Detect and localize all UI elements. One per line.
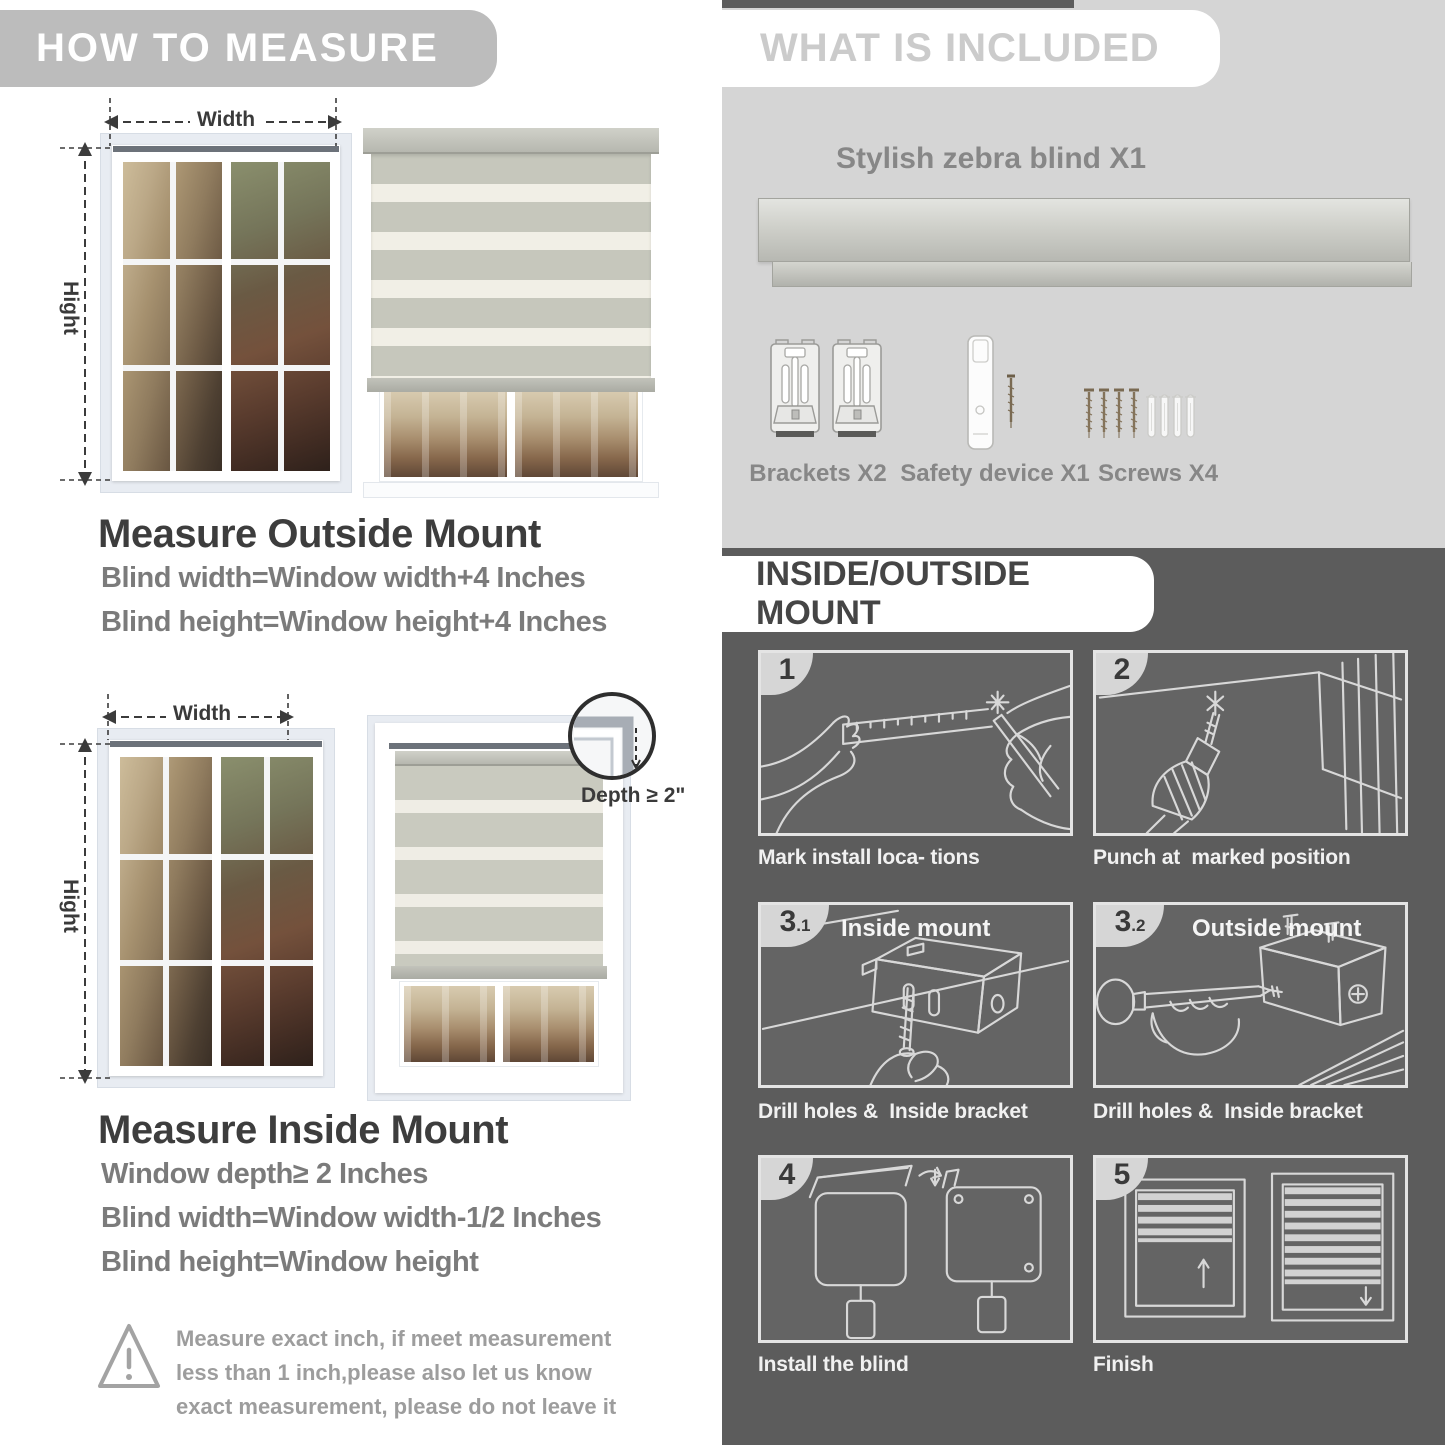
blind-cassette	[363, 128, 659, 154]
screw-icon	[1007, 376, 1015, 428]
safety-device-label: Safety device X1	[900, 460, 1090, 487]
inside-outside-mount-banner	[722, 556, 1154, 632]
width-label: Width	[166, 702, 238, 726]
step-3-1-title: Inside mount	[841, 915, 991, 942]
window-panes	[123, 162, 330, 471]
what-is-included-banner	[722, 10, 1220, 87]
inside-mount-rule-height: Blind height=Window height	[101, 1246, 479, 1278]
step-1-box	[758, 650, 1073, 836]
window-pane	[404, 986, 495, 1062]
step-number: 3	[1114, 905, 1132, 938]
measurement-warning-text: Measure exact inch, if meet measurement less than 1 inch,please also let us know exact measurement, please do not leave it	[176, 1326, 617, 1419]
width-label: Width	[190, 108, 262, 132]
what-is-included-title: WHAT IS INCLUDED	[760, 26, 1160, 70]
how-to-measure-title: HOW TO MEASURE	[36, 26, 439, 70]
step-number: 2	[1113, 653, 1131, 686]
window-under-blind	[399, 981, 599, 1067]
window-panes	[120, 757, 313, 1066]
drill-illustration	[1096, 653, 1405, 833]
inside-mount-rule-width: Blind width=Window width-1/2 Inches	[101, 1202, 602, 1234]
step-2-caption: Punch at marked position	[1093, 846, 1351, 869]
step-number: 3	[779, 905, 797, 938]
step-sub-number: .1	[796, 916, 811, 935]
step-3-2-box	[1093, 902, 1408, 1088]
inside-mount-window-photo	[97, 728, 335, 1088]
step-3-1-box	[758, 902, 1073, 1088]
brackets-label: Brackets X2	[749, 460, 887, 487]
zebra-blind-headrail	[758, 198, 1410, 262]
blind-bottom-rail	[367, 378, 655, 392]
brackets-icon	[768, 338, 886, 442]
outside-mount-window-photo	[100, 133, 352, 493]
install-blind-illustration	[761, 1158, 1070, 1340]
step-sub-number: .2	[1131, 916, 1146, 935]
outside-mount-rule-height: Blind height=Window height+4 Inches	[101, 606, 607, 638]
window-pane-left	[123, 162, 222, 471]
product-label: Stylish zebra blind X1	[835, 142, 1147, 175]
inside-outside-mount-title: INSIDE/OUTSIDE MOUNT	[756, 555, 1030, 632]
window-pane	[384, 391, 507, 477]
how-to-measure-banner	[0, 10, 497, 87]
step-4-box	[758, 1155, 1073, 1343]
window-pane	[503, 986, 594, 1062]
window-pane-left	[120, 757, 212, 1066]
outside-mount-heading: Measure Outside Mount	[98, 512, 541, 556]
step-5-caption: Finish	[1093, 1353, 1154, 1376]
step-number: 1	[778, 653, 796, 686]
step-1-caption: Mark install loca- tions	[758, 846, 980, 869]
mark-location-illustration	[761, 653, 1070, 833]
safety-device-icon	[963, 334, 1019, 452]
screws-label: Screws X4	[1097, 460, 1219, 487]
window-pane-right	[231, 162, 330, 471]
zebra-blind-fabric	[371, 154, 651, 378]
warning-triangle-icon	[96, 1320, 162, 1394]
depth-label: Depth ≥ 2"	[581, 784, 686, 807]
inside-mount-heading: Measure Inside Mount	[98, 1108, 509, 1152]
finish-illustration	[1096, 1158, 1405, 1340]
top-accent-bar	[722, 0, 1074, 8]
outside-mount-rule-width: Blind width=Window width+4 Inches	[101, 562, 586, 594]
screws-icon	[1082, 386, 1202, 444]
height-label: Hight	[59, 281, 82, 335]
window-pane-right	[221, 757, 313, 1066]
outside-mount-blind-photo	[363, 126, 659, 498]
window-sill	[363, 482, 659, 498]
step-number: 5	[1113, 1158, 1131, 1191]
step-5-box	[1093, 1155, 1408, 1343]
step-3-2-title: Outside mount	[1192, 915, 1362, 942]
inside-mount-blind-photo	[375, 723, 623, 1093]
blind-bottom-rail	[391, 966, 607, 979]
step-3-2-caption: Drill holes & Inside bracket	[1093, 1100, 1363, 1123]
step-2-box	[1093, 650, 1408, 836]
zebra-blind-headrail-lower	[772, 262, 1412, 287]
zebra-blind-fabric	[395, 766, 603, 966]
step-3-1-caption: Drill holes & Inside bracket	[758, 1100, 1028, 1123]
window-pane	[515, 391, 638, 477]
inside-mount-rule-depth: Window depth≥ 2 Inches	[101, 1158, 428, 1190]
height-label: Hight	[59, 879, 82, 933]
depth-magnifier-icon	[568, 692, 656, 780]
step-number: 4	[778, 1158, 796, 1191]
frame-corner-detail	[572, 696, 652, 776]
window-under-blind	[379, 386, 643, 482]
step-4-caption: Install the blind	[758, 1353, 909, 1376]
